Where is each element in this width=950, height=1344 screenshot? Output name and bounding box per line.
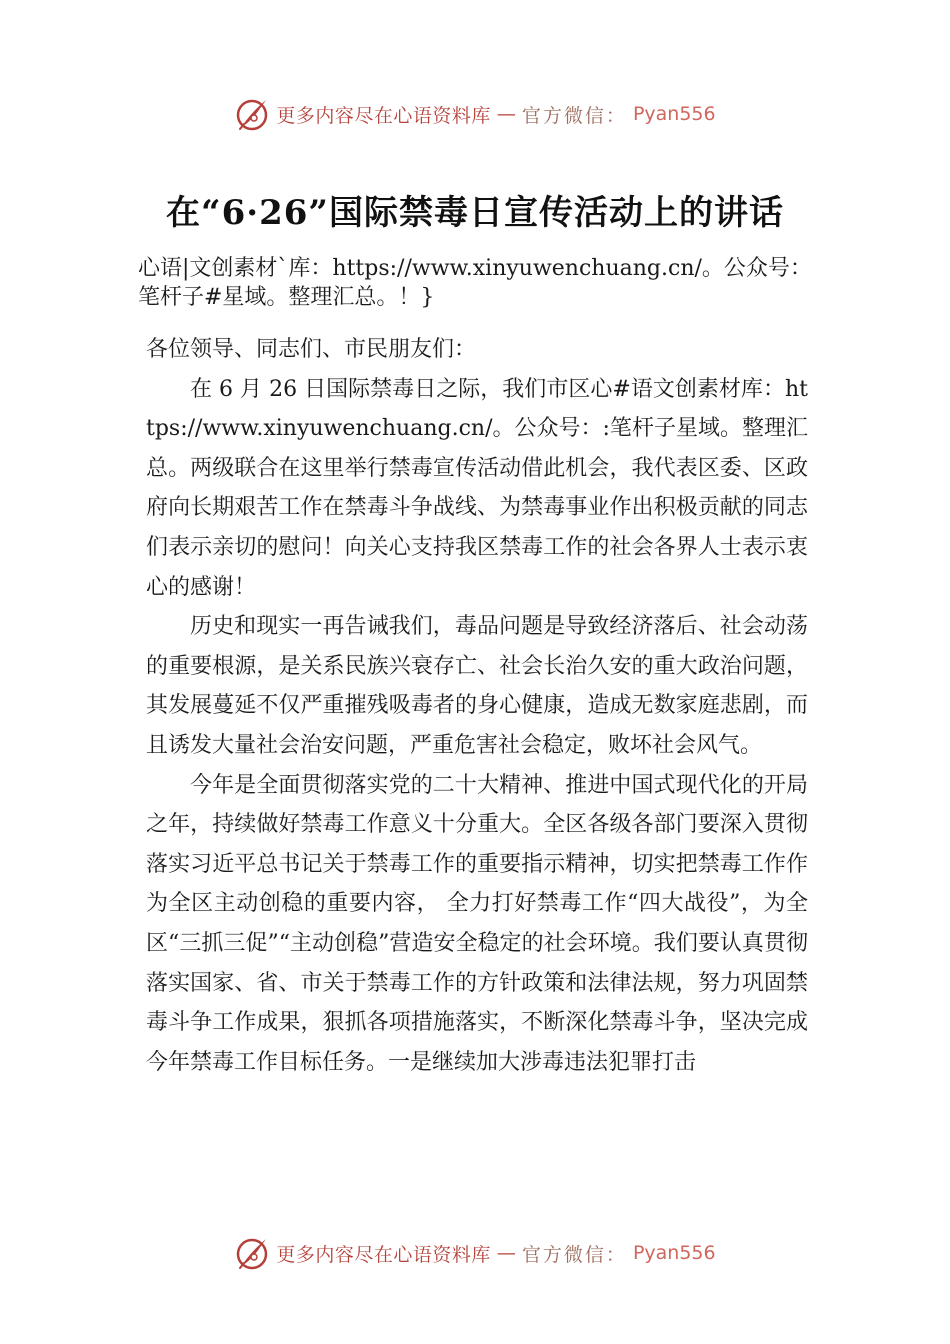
quill-logo-icon xyxy=(234,1235,270,1271)
banner-slogan: 更多内容尽在心语资料库 xyxy=(276,104,491,127)
quill-logo-icon xyxy=(234,96,270,132)
paragraph: 今年是全面贯彻落实党的二十大精神、推进中国式现代化的开局之年，持续做好禁毒工作意义十分重大。全区各级各部门要深入贯彻落实习近平总书记关于禁毒工作的重要指示精神，切实把禁毒工作作为全区主动创稳的重要内容， 全力打好禁毒工作“四大战役”，为全区“三抓三促”“主动创稳”营造安全稳定的社会环境。我们要认真贯彻落实国家、省、市关于禁毒工作的方针政策和法律法规，努力巩固禁毒斗争工作成果，狠抓各项措施落实，不断深化禁毒斗争，坚决完成今年禁毒工作目标任务。一是继续加大涉毒违法犯罪打击 xyxy=(146,772,808,1075)
banner-wechat-id: Pyan556 xyxy=(632,103,716,125)
banner-wechat-label: 官方微信： xyxy=(521,1243,627,1266)
banner-dash: — xyxy=(496,103,516,125)
banner-dash: — xyxy=(496,1242,516,1264)
banner-slogan: 更多内容尽在心语资料库 xyxy=(276,1243,491,1266)
source-note: 心语|文创素材`库：https://www.xinyuwenchuang.cn/。公众号：笔杆子#星域。整理汇总。！} xyxy=(138,256,812,310)
paragraph: 在 6 月 26 日国际禁毒日之际，我们市区心#语文创素材库：https://www.xinyuwenchuang.cn/。公众号：:笔杆子星域。整理汇总。两级联合在这里举行禁毒宣传活动借此机会，我代表区委、区政府向长期艰苦工作在禁毒斗争战线、为禁毒事业作出积极贡献的同志们表示亲切的慰问！向关心支持我区禁毒工作的社会各界人士表示衷心的感谢！ xyxy=(146,376,808,600)
banner-wechat-label: 官方微信： xyxy=(521,104,627,127)
document-body xyxy=(146,330,808,1082)
banner-wechat-id: Pyan556 xyxy=(632,1242,716,1264)
footer-banner xyxy=(0,1231,950,1275)
document-title: 在“6·26”国际禁毒日宣传活动上的讲话 xyxy=(166,193,784,233)
header-banner xyxy=(0,92,950,136)
salutation: 各位领导、同志们、市民朋友们： xyxy=(146,337,477,362)
paragraph: 历史和现实一再告诫我们，毒品问题是导致经济落后、社会动荡的重要根源，是关系民族兴衰存亡、社会长治久安的重大政治问题，其发展蔓延不仅严重摧残吸毒者的身心健康，造成无数家庭悲剧，而且诱发大量社会治安问题，严重危害社会稳定，败坏社会风气。 xyxy=(146,614,808,758)
